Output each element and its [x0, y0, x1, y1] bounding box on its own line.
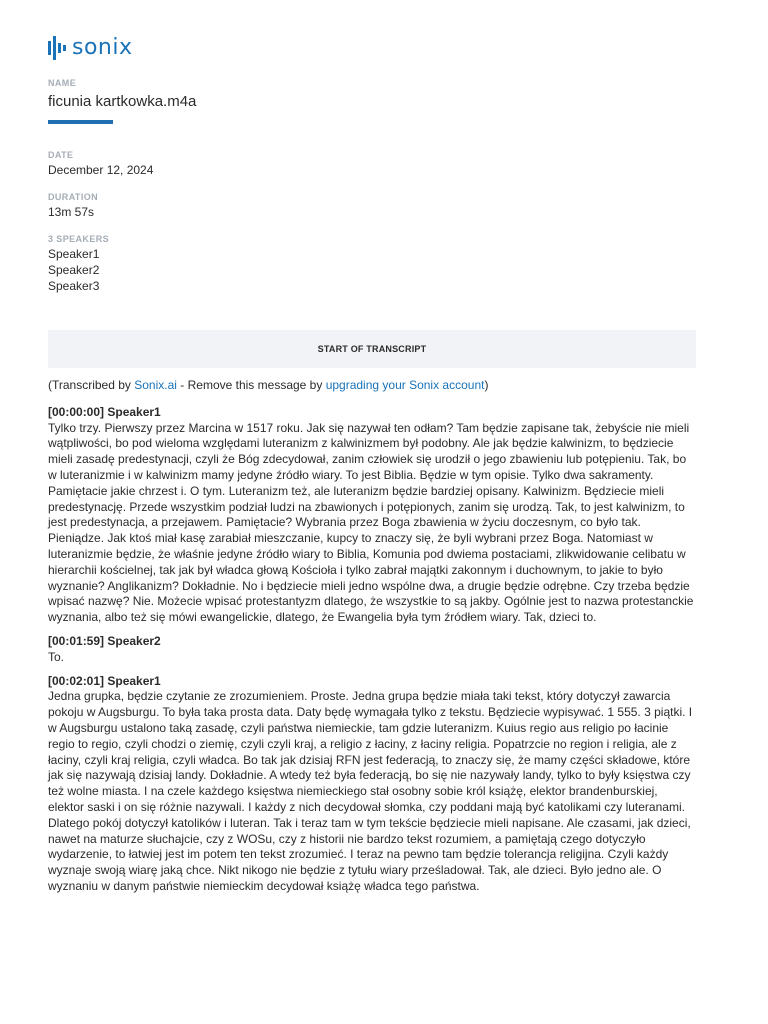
segment-text: Jedna grupka, będzie czytanie ze zrozumieniem. Proste. Jedna grupa będzie miała taki tekst, który dotyczył zawarcia pokoju w Augsburgu. To była taka prosta data. Daty będę wymagała tylko z tekstu. Będziecie wypisywać. 1 555. 3 piątki. I w Augsburgu ustalono taką zasadę, czyli państwa niemieckie, tam gdzie luteranizm. Kuius regio aus religio po łacinie regio to regio, czyli chodzi o ziemię, czyli czyli kraj, a religio z łaciny, z łaciny religia. Popatrzcie no region i religia, ale z łaciny, czyli kraj religia, czyli władca. Bo tak jak dzisiaj RFN jest federacją, to znaczy się, że mamy części składowe, które jak się nazywają dzisiaj landy. Dokładnie. A wtedy też była federacją, bo się nie nazywały landy, tylko to były księstwa czy też wolne miasta. I na czele każdego księstwa niemieckiego stał osobny sobie król książę, elektor brandenburskiej, elektor saski i on się różnie nazywali. I każdy z nich decydował słomka, czy poddani mają być katolikami czy luteranami. Dlatego pokój dotyczył katolików i luteran. Tak i teraz tam w tym tekście będziecie mieli napisane. Ale czasami, jak dzieci, nawet na maturze słuchajcie, czy z WOSu, czy z historii nie bardzo tekst rozumiem, a pamiętają czego dotyczyło wydarzenie, to łatwiej jest im potem ten tekst zrozumieć. I teraz na pewno tam będzie tolerancja religijna. Czyli każdy wyznaje swoją wiarę jaką chce. Nikt nikogo nie będzie z tytułu wiary prześladował. Tak, ale dzieci. Było jedno ale. O wyznaniu w danym państwie niemieckim decydował książę władca tego państwa.	[48, 689, 693, 893]
note-middle: - Remove this message by	[176, 378, 326, 392]
note-prefix: (Transcribed by	[48, 378, 135, 392]
file-name: ficunia kartkowka.m4a	[48, 93, 197, 110]
date-value: December 12, 2024	[48, 163, 154, 177]
speaker-item: Speaker2	[48, 263, 100, 277]
speakers-label: 3 SPEAKERS	[48, 234, 110, 244]
start-of-transcript-label: START OF TRANSCRIPT	[317, 344, 427, 354]
segment-text: Tylko trzy. Pierwszy przez Marcina w 1517 roku. Jak się nazywał ten odłam? Tam będzie zapisane tak, żebyście nie mieli wątpliwości, bo pod wieloma względami luteranizm z kalwinizmem był podobny. Ale jak będzie kalwinizm, to będziecie mieli zasadę predestynacji, czyli że Bóg zdecydował, zanim człowiek się urodził o jego zbawieniu lub potępieniu. Tak, bo w luteranizmie i w kalwinizm mamy jedyne źródło wiary. To jest Biblia. Będzie w tym opisie. Tylko dwa sakramenty. Pamiętacie jakie chrzest i. O tym. Luteranizm też, ale luteranizm będzie bardziej opisany. Kalwinizm. Będziecie mieli predestynację. Przede wszystkim podział ludzi na zbawionych i potępionych, zanim się urodzą. Tak, to jest kalwinizm, to jest predestynacja, a przejawem. Pamiętacie? Wybrania przez Boga zbawienia w życiu doczesnym, co było tak. Pieniądze. Jak ktoś miał kasę zarabiał mieszczanie, kupcy to znaczy się, że byli wybrani przez Boga. Natomiast w luteranizmie będzie, że właśnie jedyne źródło wiary to Biblia, Komunia pod dwiema postaciami, zlikwidowanie celibatu w hierarchii kościelnej, tak jak był władca głową Kościoła i tylko zabrał majątki zakonnym i duchownym, to jakie to było wyznanie? Anglikanizm? Dokładnie. No i będziecie mieli jedno wspólne dwa, a drugie będzie odrębne. Czy trzeba będzie wpisać nazwę? Nie. Możecie wpisać protestantyzm dlatego, że wszystkie to są jakby. Ogólnie jest to nazwa protestanckie wyznania, albo też się mówi ewangelickie, dlatego, że Ewangelia była tym źródłem wiary. Tak, dzieci to.	[48, 420, 694, 625]
segment-header: [00:01:59] Speaker2	[48, 633, 161, 648]
speaker-item: Speaker1	[48, 247, 100, 261]
waveform-icon	[48, 34, 66, 60]
title-underline	[48, 120, 113, 124]
sonix-logo	[48, 33, 133, 61]
note-suffix: )	[484, 378, 489, 392]
duration-value: 13m 57s	[48, 205, 95, 219]
start-of-transcript-banner	[48, 330, 696, 368]
sonix-link[interactable]: Sonix.ai	[134, 378, 177, 392]
transcript-segment	[48, 634, 696, 666]
date-label: DATE	[48, 150, 74, 160]
segment-text: To.	[48, 649, 65, 664]
transcript	[48, 378, 696, 903]
transcript-segment	[48, 405, 696, 626]
name-label: NAME	[48, 78, 77, 88]
transcription-note	[48, 378, 696, 394]
segment-header: [00:00:00] Speaker1	[48, 404, 161, 419]
brand-name: sonix	[72, 34, 133, 60]
transcript-segment	[48, 674, 696, 895]
speaker-item: Speaker3	[48, 279, 100, 293]
upgrade-account-link[interactable]: upgrading your Sonix account	[325, 378, 485, 392]
segment-header: [00:02:01] Speaker1	[48, 673, 161, 688]
duration-label: DURATION	[48, 192, 99, 202]
